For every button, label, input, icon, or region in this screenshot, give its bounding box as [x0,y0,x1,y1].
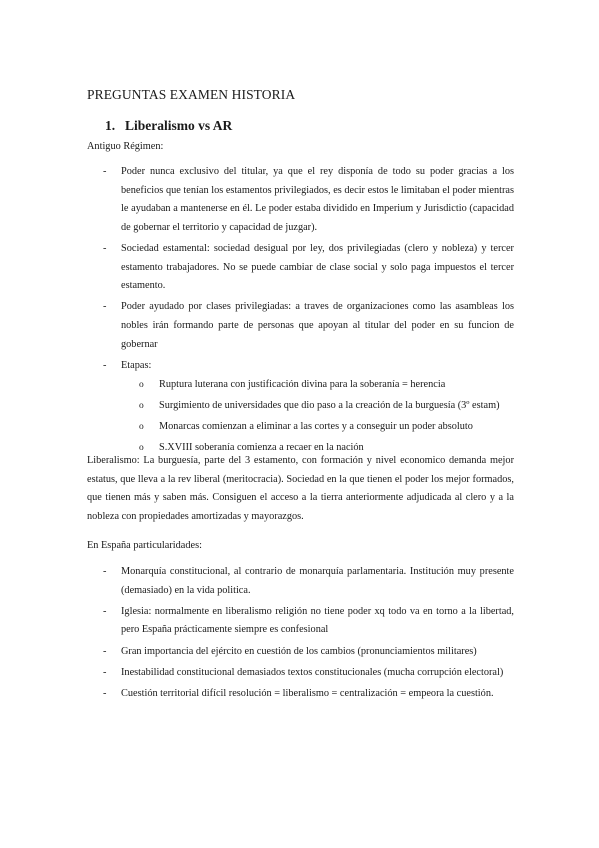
dash-marker: - [103,645,107,657]
liberalismo-paragraph: Liberalismo: La burguesía, parte del 3 estamento, con formación y nivel economico demanda mejor estatus, que lleva a la rev liberal (meritocracia). Sociedad en la que tienen el poder los mejor formados, que tienen más y saben más. Consiguen el acceso a la tierra anteriormente adjudicada al clero y a la nobleza con propiedades amortizadas y mayorazgos. [87,455,514,522]
etapa-text: Ruptura luterana con justificación divina para la soberanía = herencia [159,379,446,391]
list-item [87,163,514,237]
list-item [87,563,514,600]
etapa-text: Monarcas comienzan a eliminar a las cortes y a conseguir un poder absoluto [159,421,473,433]
circle-bullet-icon: o [139,442,144,453]
list-item-text: Etapas: [121,359,152,371]
etapa-item [87,418,514,437]
section-heading [105,118,232,134]
etapa-item [87,397,514,416]
list-item-text: Sociedad estamental: sociedad desigual por ley, dos privilegiadas (clero y nobleza) y tercer estamento trabajadores. No se puede cambiar de clase social y solo paga impuestos el tercer estamento. [121,242,514,292]
etapas-list [87,376,514,457]
list-item [87,643,514,662]
list-item [87,603,514,640]
etapa-text: Surgimiento de universidades que dio paso a la creación de la burguesía (3º estam) [159,400,500,412]
dash-marker: - [103,242,107,254]
list-item [87,298,514,354]
antiguo-regimen-label: Antiguo Régimen: [87,141,164,152]
espana-list [87,563,514,706]
list-item-text: Cuestión territorial difícil resolución = liberalismo = centralización = empeora la cuestión. [121,687,494,699]
list-item [87,240,514,296]
dash-marker: - [103,566,107,577]
list-item-text: Gran importancia del ejército en cuestión de los cambios (pronunciamientos militares) [121,645,477,657]
antiguo-regimen-list [87,163,514,460]
section-number: 1. [105,118,116,133]
etapa-text: S.XVIII soberanía comienza a recaer en la nación [159,441,364,453]
circle-bullet-icon: o [139,422,144,433]
list-item-text: Poder ayudado por clases privilegiadas: a traves de organizaciones como las asambleas los nobles irán formando parte de personas que apoyan al titular del poder en su funcion de gobernar [121,301,514,350]
circle-bullet-icon: o [139,401,144,412]
list-item [87,357,514,458]
dash-marker: - [103,359,107,371]
etapa-item [87,376,514,395]
list-item [87,685,514,704]
dash-marker: - [103,605,107,617]
dash-marker: - [103,166,107,177]
section-title: Liberalismo vs AR [125,118,233,133]
dash-marker: - [103,301,107,313]
list-item [87,664,514,683]
dash-marker: - [103,666,107,678]
document-title: PREGUNTAS EXAMEN HISTORIA [87,87,296,102]
circle-bullet-icon: o [139,380,144,391]
list-item-text: Iglesia: normalmente en liberalismo religión no tiene poder xq todo va en torno a la libertad, pero España prácticamente siempre es confesional [121,605,514,636]
list-item-text: Poder nunca exclusivo del titular, ya que el rey disponía de todo su poder gracias a los beneficios que tenían los estamentos privilegiados, es decir estos le limitaban el poder mientras le ayudaban a mantenerse en él. Le poder estaba dividido en Imperium y Jurisdictio (capacidad de gobernar el territorio y capacidad de juzgar). [121,166,514,233]
list-item-text: Inestabilidad constitucional demasiados textos constitucionales (mucha corrupción electoral) [121,666,504,678]
list-item-text: Monarquía constitucional, al contrario de monarquía parlamentaria. Institución muy presente (demasiado) en la vida politica. [121,566,514,596]
espana-label: En España particularidades: [87,540,202,551]
dash-marker: - [103,687,107,699]
